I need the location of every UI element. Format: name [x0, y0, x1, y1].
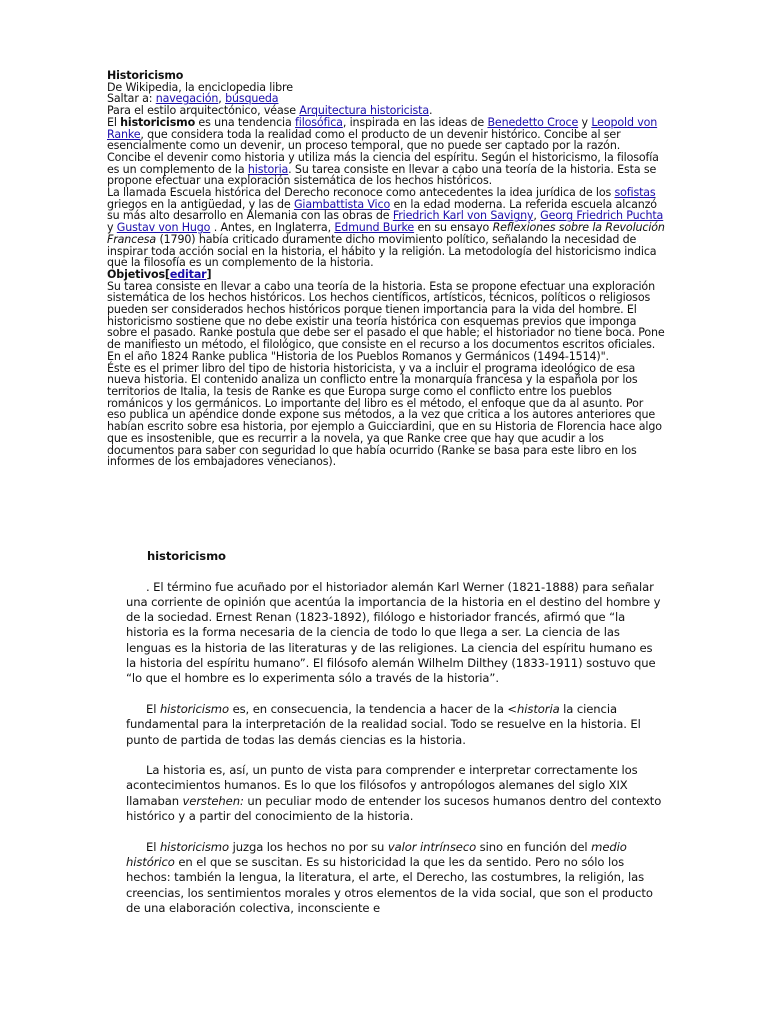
- school-paragraph: La llamada Escuela histórica del Derecho reconoce como antecedentes la idea jurídica de los sofistas griegos en la antigüedad, y las de Giambattista Vico en la edad moderna. La referida escuela alcanzó su más alto desarrollo en Alemania con las obras de Friedrich Karl von Savigny, Georg Friedrich Puchta y Gustav von Hugo . Antes, en Inglaterra, Edmund Burke en su ensayo Reflexiones sobre la Revolución Francesa (1790) había criticado duramente dicho movimiento político, señalando la necesidad de inspirar toda acción social en la historia, el hábito y la religión. La metodología del historicismo indica que la filosofía es un complemento de la historia.: [107, 186, 665, 270]
- sofistas-link[interactable]: sofistas: [614, 186, 656, 200]
- hugo-link[interactable]: Gustav von Hugo: [116, 221, 211, 235]
- savigny-link[interactable]: Friedrich Karl von Savigny: [392, 209, 534, 223]
- historicismo-essay: [126, 549, 662, 931]
- burke-link[interactable]: Edmund Burke: [334, 221, 415, 235]
- objetivos-paragraph-2: Éste es el primer libro del tipo de historia historicista, y va a incluir el programa ideológico de esa nueva historia. El contenido analiza un conflicto entre la monarquía francesa y la española por los territorios de Italia, la tesis de Ranke es que Europa surge como el conflicto entre los pueblos románicos y los germánicos. Lo importante del libro es el método, el enfoque que da al asunto. Por eso publica un apéndice donde expone sus métodos, a la vez que critica a los autores anteriores que habían escrito sobre esa historia, por ejemplo a Guicciardini, que en su Historia de Florencia hace algo que es insostenible, que es recurrir a la novela, ya que Ranke cree que hay que acudir a los documentos para saber con seguridad lo que había ocurrido (Ranke se basa para este libro en los informes de los embajadores venecianos).: [107, 361, 662, 469]
- intro-paragraph: El historicismo es una tendencia filosófica, inspirada en las ideas de Benedetto Croce y Leopold von Ranke, que considera toda la realidad como el producto de un devenir histórico. Concibe al ser esencialmente como un devenir, un proceso temporal, que no puede ser captado por la razón. Concibe el devenir como historia y utiliza más la ciencia del espíritu. Según el historicismo, la filosofía es un complemento de la historia. Su tarea consiste en llevar a cabo una teoría de la historia. Esta se propone efectuar una exploración sistemática de los hechos históricos.: [107, 115, 659, 188]
- objetivos-paragraph-1: Su tarea consiste en llevar a cabo una teoría de la historia. Esta se propone efectuar una exploración sistemática de los hechos históricos. Los hechos científicos, artísticos, técnicos, políticos o religiosos pueden ser considerados hechos históricos porque tienen importancia para la vida del hombre. El historicismo sostiene que no debe existir una teoría histórica con esquemas previos que imponga sobre el pasado. Ranke postula que debe ser el pasado el que hable; el historiador no tiene boca. Pone de manifiesto un método, el filológico, que consiste en el recurso a los documentos escritos oficiales. En el año 1824 Ranke publica "Historia de los Pueblos Romanos y Germánicos (1494-1514)".: [107, 279, 665, 363]
- essay-paragraph-4: El historicismo juzga los hechos no por su valor intrínseco sino en función del medio histórico en el que se suscitan. Es su historicidad la que les da sentido. Pero no sólo los hechos: también la lengua, la literatura, el arte, el Derecho, las costumbres, la religión, las creencias, los sentimientos morales y otros elementos de la vida social, que son el producto de una elaboración colectiva, inconsciente e: [126, 839, 653, 915]
- essay-title: Reflexiones sobre la Revolución Francesa: [107, 221, 665, 246]
- article-title: Historicismo: [107, 69, 184, 82]
- puchta-link[interactable]: Georg Friedrich Puchta: [540, 209, 664, 223]
- search-link[interactable]: búsqueda: [225, 92, 279, 106]
- essay-paragraph-2: El historicismo es, en consecuencia, la tendencia a hacer de la <historia la ciencia fundamental para la interpretación de la realidad social. Todo se resuelve en la historia. El punto de partida de todas las demás ciencias es la historia.: [126, 701, 641, 747]
- essay-heading: historicismo: [147, 549, 226, 563]
- wikipedia-article: [107, 70, 665, 468]
- navigation-link[interactable]: navegación: [155, 92, 219, 106]
- essay-paragraph-3: La historia es, así, un punto de vista para comprender e interpretar correctamente los acontecimientos humanos. Es lo que los filósofos y antropólogos alemanes del siglo XIX llamaban verstehen: un peculiar modo de entender los sucesos humanos dentro del contexto histórico y a partir del conocimiento de la historia.: [126, 763, 662, 824]
- vico-link[interactable]: Giambattista Vico: [293, 197, 391, 211]
- article-source: De Wikipedia, la enciclopedia libre: [107, 80, 293, 94]
- intro-term: historicismo: [120, 115, 196, 129]
- architecture-link[interactable]: Arquitectura historicista: [299, 104, 429, 118]
- jump-links: Saltar a: navegación, búsqueda: [107, 92, 279, 106]
- historia-link[interactable]: historia: [247, 162, 289, 176]
- filosofica-link[interactable]: filosófica: [295, 115, 343, 129]
- ranke-link[interactable]: Leopold von Ranke: [107, 115, 658, 141]
- croce-link[interactable]: Benedetto Croce: [487, 115, 579, 129]
- objetivos-heading: Objetivos[editar]: [107, 267, 212, 281]
- essay-paragraph-1: . El término fue acuñado por el historiador alemán Karl Werner (1821-1888) para señalar una corriente de opinión que acentúa la importancia de la historia en el destino del hombre y de la sociedad. Ernest Renan (1823-1892), filólogo e historiador francés, afirmó que “la historia es la forma necesaria de la ciencia de todo lo que llega a ser. La ciencia de las lenguas es la historia de las literaturas y de las religiones. La ciencia del espíritu humano es la historia del espíritu humano”. El filósofo alemán Wilhelm Dilthey (1833-1911) sostuvo que “lo que el hombre es lo experimenta sólo a través de la historia”.: [126, 579, 661, 686]
- edit-link[interactable]: editar: [169, 267, 207, 281]
- see-also-note: Para el estilo arquitectónico, véase Arquitectura historicista.: [107, 104, 433, 118]
